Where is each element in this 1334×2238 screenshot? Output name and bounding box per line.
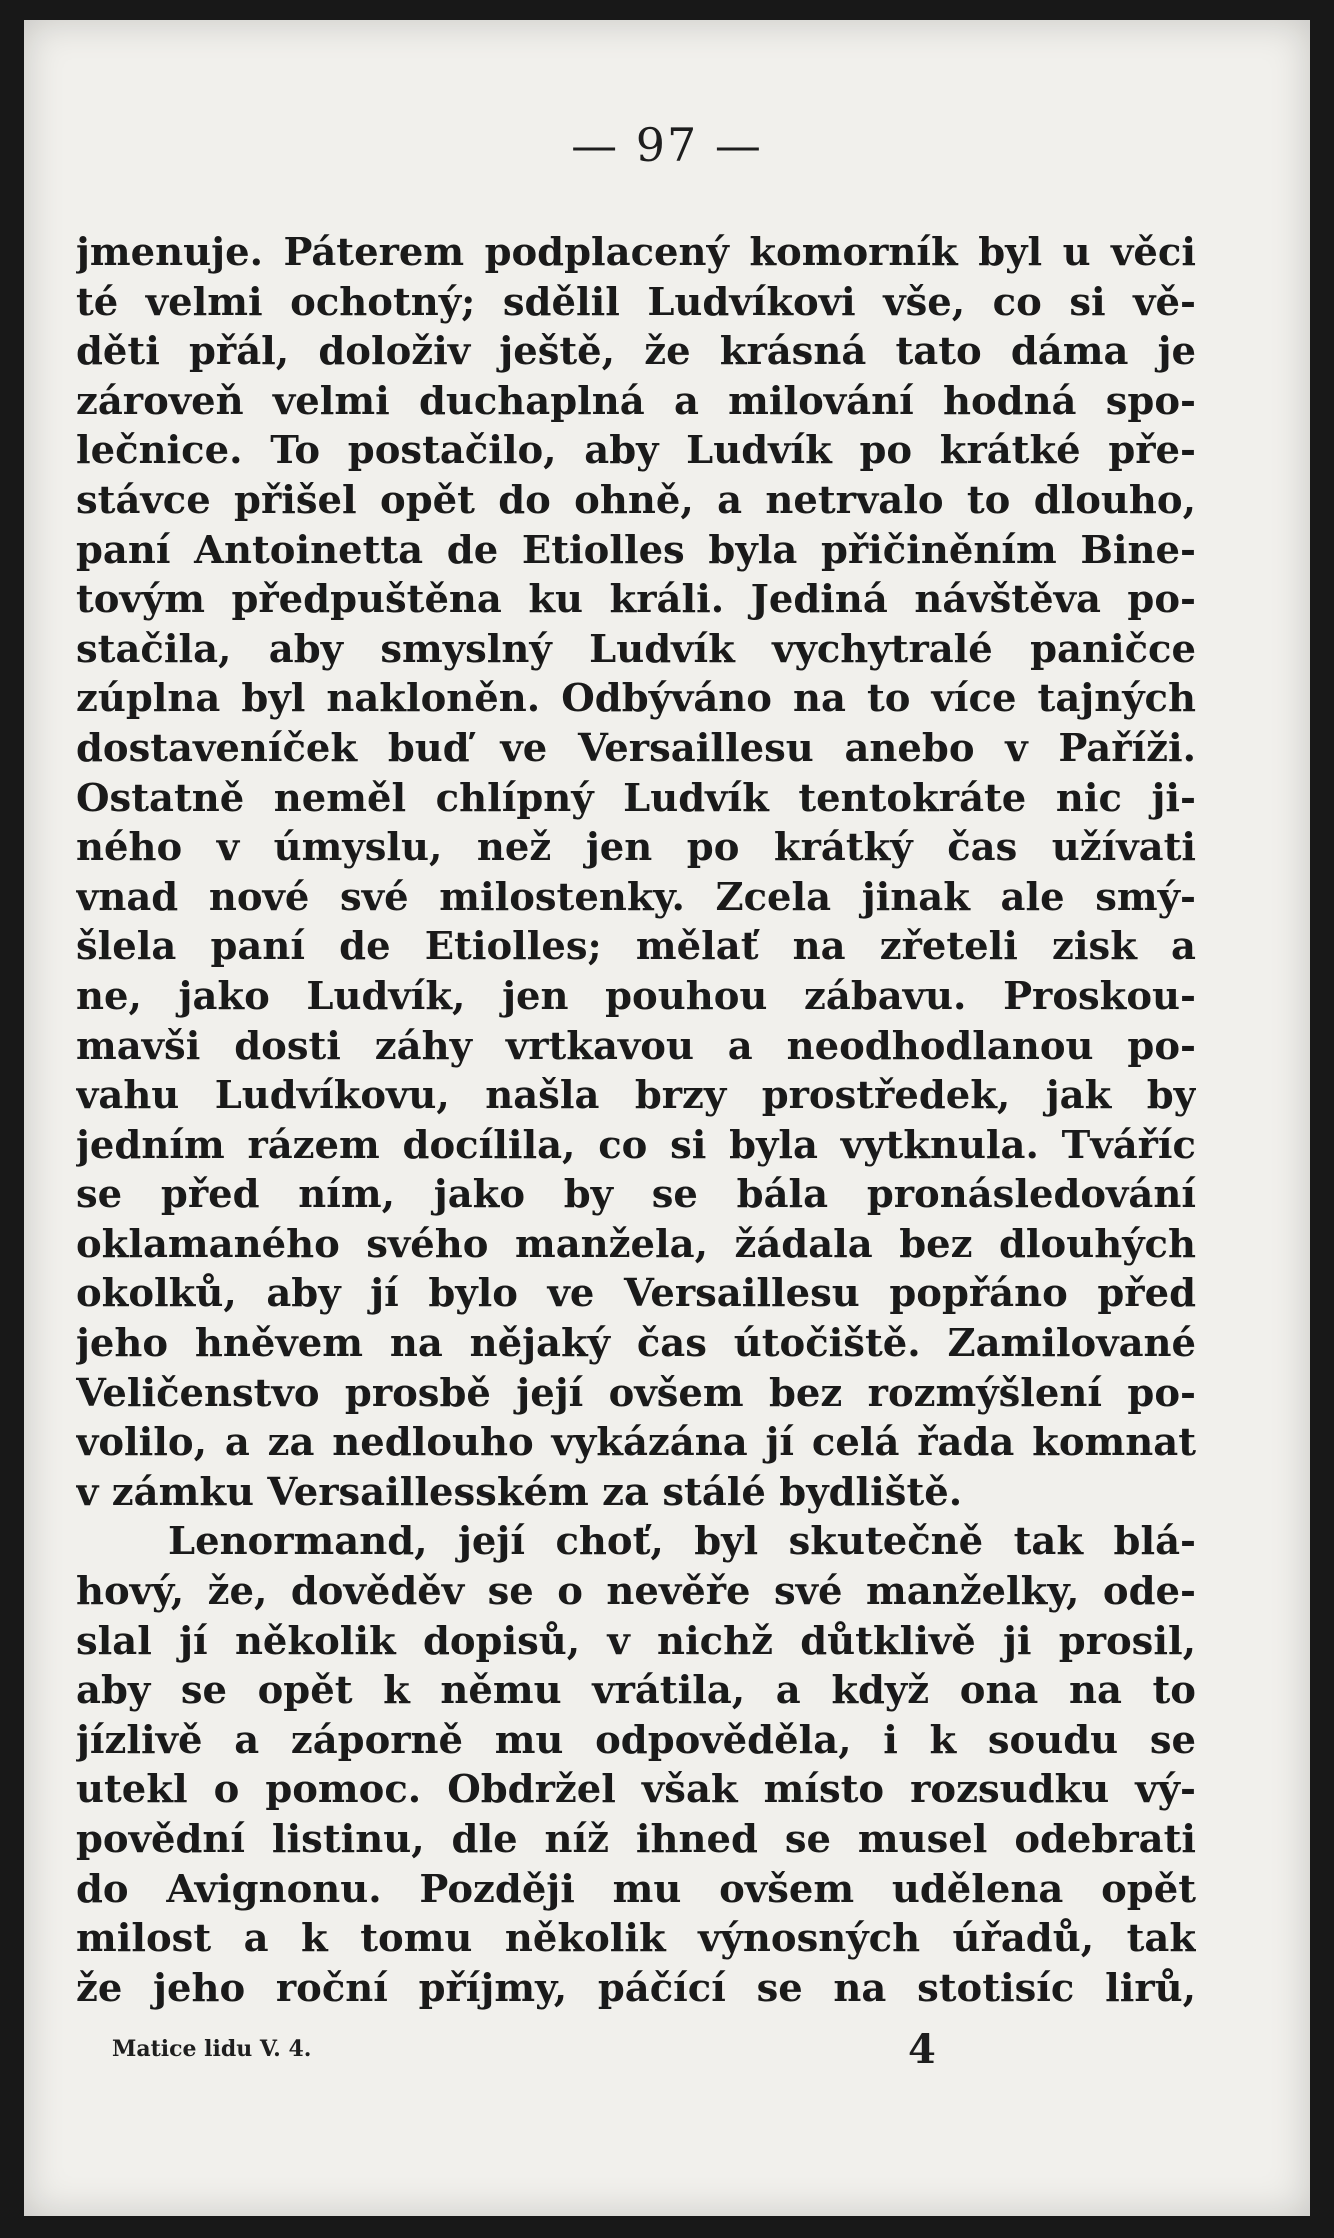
footer-signature: Matice lidu V. 4.: [112, 2036, 312, 2062]
text-line: milost a k tomu několik výnosných úřadů, tak: [76, 1916, 1196, 1962]
text-line: stávce přišel opět do ohně, a netrvalo to dlouho,: [76, 477, 1196, 523]
text-line: Ostatně neměl chlípný Ludvík tentokráte nic ji-: [76, 775, 1196, 821]
text-line: tovým předpuštěna ku králi. Jediná návštěva po-: [76, 577, 1196, 623]
text-line: utekl o pomoc. Obdržel však místo rozsudku vý-: [76, 1767, 1196, 1813]
text-line: té velmi ochotný; sdělil Ludvíkovi vše, co si vě-: [76, 279, 1196, 325]
text-line: vahu Ludvíkovu, našla brzy prostředek, jak by: [76, 1073, 1196, 1119]
page-footer: [112, 2026, 1212, 2086]
text-line: šlela paní de Etiolles; mělať na zřeteli zisk a: [76, 924, 1196, 970]
text-line: stačila, aby smyslný Ludvík vychytralé paničce: [76, 626, 1196, 672]
text-line: zúplna byl nakloněn. Odbýváno na to více tajných: [76, 676, 1196, 722]
text-line: aby se opět k němu vrátila, a když ona na to: [76, 1668, 1196, 1714]
text-line: děti přál, doloživ ještě, že krásná tato dáma je: [76, 329, 1196, 375]
text-line: ného v úmyslu, než jen po krátký čas užívati: [76, 825, 1196, 871]
text-line: v zámku Versaillesském za stálé bydliště.: [76, 1469, 963, 1515]
text-line: volilo, a za nedlouho vykázána jí celá řada komnat: [76, 1420, 1196, 1466]
text-line: zároveň velmi duchaplná a milování hodná spo-: [76, 378, 1196, 424]
page-number: — 97 —: [571, 118, 763, 172]
text-line: Lenormand, její choť, byl skutečně tak blá-: [168, 1519, 1196, 1565]
text-line: oklamaného svého manžela, žádala bez dlouhých: [76, 1221, 1196, 1267]
text-line: vnad nové své milostenky. Zcela jinak ale smý-: [76, 874, 1196, 920]
text-line: jeho hněvem na nějaký čas útočiště. Zamilované: [76, 1321, 1196, 1367]
text-line: lečnice. To postačilo, aby Ludvík po krátké pře-: [76, 428, 1196, 474]
text-line: se před ním, jako by se bála pronásledování: [76, 1172, 1196, 1218]
body-text: [76, 228, 1196, 2013]
text-line: jmenuje. Páterem podplacený komorník byl u věci: [76, 230, 1196, 275]
text-line: že jeho roční příjmy, páčící se na stotisíc lirů,: [76, 1965, 1196, 2011]
text-line: slal jí několik dopisů, v nichž důtklivě ji prosil,: [76, 1618, 1196, 1664]
text-line: paní Antoinetta de Etiolles byla přičiněním Bine-: [76, 527, 1196, 573]
book-page: [24, 20, 1310, 2216]
footer-sheet-number: 4: [908, 2026, 936, 2073]
text-line: povědní listinu, dle níž ihned se musel odebrati: [76, 1817, 1196, 1862]
text-line: dostaveníček buď ve Versaillesu anebo v Paříži.: [76, 725, 1196, 771]
text-line: Veličenstvo prosbě její ovšem bez rozmýšlení po-: [76, 1370, 1196, 1416]
text-line: hový, že, dověděv se o nevěře své manželky, ode-: [76, 1569, 1196, 1615]
text-line: jízlivě a záporně mu odpověděla, i k soudu se: [76, 1717, 1196, 1763]
text-line: ne, jako Ludvík, jen pouhou zábavu. Proskou-: [76, 973, 1196, 1019]
text-line: okolků, aby jí bylo ve Versaillesu popřáno před: [76, 1271, 1196, 1317]
text-line: mavši dosti záhy vrtkavou a neodhodlanou po-: [76, 1023, 1196, 1069]
text-line: jedním rázem docílila, co si byla vytknula. Tváříc: [76, 1122, 1196, 1168]
text-line: do Avignonu. Později mu ovšem udělena opět: [76, 1866, 1196, 1912]
